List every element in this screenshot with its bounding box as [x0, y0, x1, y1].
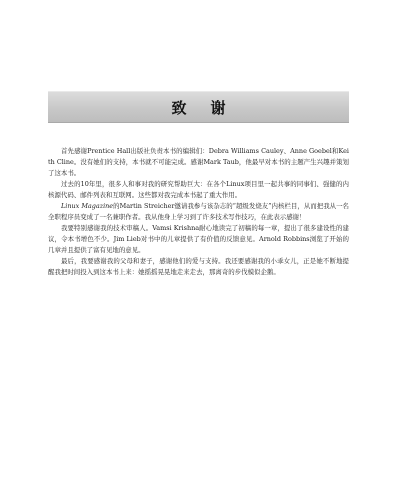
paragraph-text: 首先感谢Prentice Hall出版社负责本书的编辑们：Debra Williams Cauley、Anne Goebel和Keith Cline。没有她们的支持，本书就不可能完成。感谢Mark Taub，他最早对本书的主题产生兴趣并策划了这本书。: [48, 147, 349, 177]
paragraph-text: 过去的10年里，很多人和事对我的研究帮助巨大：在各个Linux项目里一起共事的同事们、强健的内核源代码、邮件列表和互联网。这些都对我完成本书起了重大作用。: [48, 180, 349, 199]
paragraph-editors: [48, 146, 349, 179]
paragraph-magazine: [48, 201, 349, 223]
title-banner: [48, 91, 349, 123]
paragraph-colleagues: [48, 179, 349, 201]
acknowledgements-body: [48, 146, 349, 278]
paragraph-text: 最后，我要感谢我的父母和妻子，感谢他们的爱与支持。我还要感谢我的小乖女儿，正是她不断地提醒我把时间投入到这本书上来：她摇摇晃晃地走来走去，那离奇的步伐模似企鹅。: [48, 257, 349, 276]
paragraph-family: [48, 256, 349, 278]
magazine-name: Linux Magazine: [61, 202, 114, 210]
page-title: 致谢: [171, 98, 250, 117]
paragraph-text: 的Martin Streicher邀请我参与该杂志的“超级发烧友”内核栏目，从而把我从一名全职程序员变成了一名兼职作者。我从他身上学习到了许多技术写作技巧，在此表示感谢！: [48, 202, 349, 221]
paragraph-text: 我要特别感谢我的技术审稿人。Vamsi Krishna耐心地读完了初稿的每一章，提出了很多建设性的建议，令本书增色不少。Jim Lieb对书中的儿章提供了有价值的反馈意见。Arnold Robbins浏览了开始的几章并且提供了富有见地的意见。: [48, 224, 349, 254]
paragraph-reviewers: [48, 223, 349, 256]
